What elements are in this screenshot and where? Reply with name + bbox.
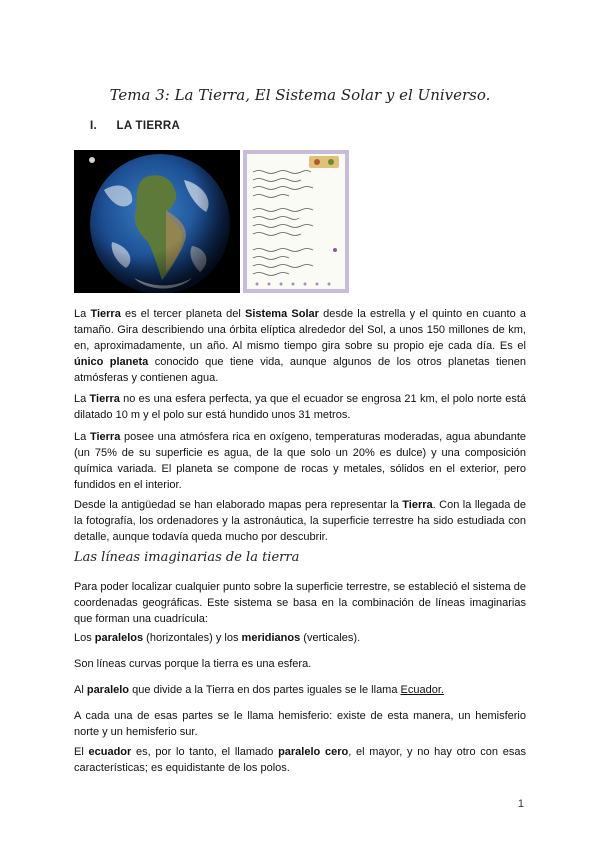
earth-globe-image	[74, 150, 240, 293]
earth-globe-icon	[74, 150, 240, 293]
paragraph-tierra-atmosfera: La Tierra posee una atmósfera rica en oxígeno, temperaturas moderadas, agua abundante (un 75% de su superficie es agua, de la que solo un 20% es dulce) y una composición química variada. El planeta se compone de rocas y metales, sólidos en el exterior, pero fundidos en el interior.	[74, 431, 526, 491]
section-label: LA TIERRA	[116, 120, 181, 132]
subheading-lineas-imaginarias: Las líneas imaginarias de la tierra	[74, 550, 300, 565]
paragraph-ecuador: Al paralelo que divide a la Tierra en dos partes iguales se le llama Ecuador.	[74, 684, 444, 696]
paragraph-hemisferios: A cada una de esas partes se le llama hemisferio: existe de esta manera, un hemisferio norte y un hemisferio sur.	[74, 710, 526, 738]
paragraph-tierra-forma: La Tierra no es una esfera perfecta, ya que el ecuador se engrosa 21 km, el polo norte está dilatado 10 m y el polo sur está hundido unos 31 metros.	[74, 393, 526, 421]
paragraph-paralelo-cero: El ecuador es, por lo tanto, el llamado paralelo cero, el mayor, y no hay otro con esas características; es equidistante de los polos.	[74, 746, 526, 774]
poem-card-image	[243, 150, 349, 293]
paragraph-mapas: Desde la antigüedad se han elaborado mapas pera representar la Tierra. Con la llegada de la fotografía, los ordenadores y la astronáutica, la superficie terrestre ha sido estudiada con detalle, aunque todavía queda mucho por descubrir.	[74, 499, 527, 543]
paragraph-paralelos-meridianos: Los paralelos (horizontales) y los meridianos (verticales).	[74, 632, 361, 644]
handwritten-poem-icon	[247, 154, 345, 289]
section-heading	[90, 120, 180, 132]
poem-card-paper	[247, 154, 345, 289]
paragraph-lineas-curvas: Son líneas curvas porque la tierra es una esfera.	[74, 658, 312, 670]
section-number: I.	[90, 120, 97, 132]
paragraph-coordenadas: Para poder localizar cualquier punto sobre la superficie terrestre, se estableció el sistema de coordenadas geográficas. Este sistema se basa en la combinación de líneas imaginarias que forman una cuadrícula:	[74, 581, 526, 625]
page-title: Tema 3: La Tierra, El Sistema Solar y el Universo.	[109, 86, 491, 104]
paragraph-tierra-intro: La Tierra es el tercer planeta del Sistema Solar desde la estrella y el quinto en cuanto a tamaño. Gira describiendo una órbita elíptica alrededor del Sol, a unos 150 millones de km, en, aproximadamente, un año. Al mismo tiempo gira sobre su propio eje cada día. Es el único planeta conocido que tiene vida, aunque algunos de los otros planetas tienen atmósferas y contienen agua.	[74, 308, 527, 384]
page-number: 1	[517, 798, 524, 810]
